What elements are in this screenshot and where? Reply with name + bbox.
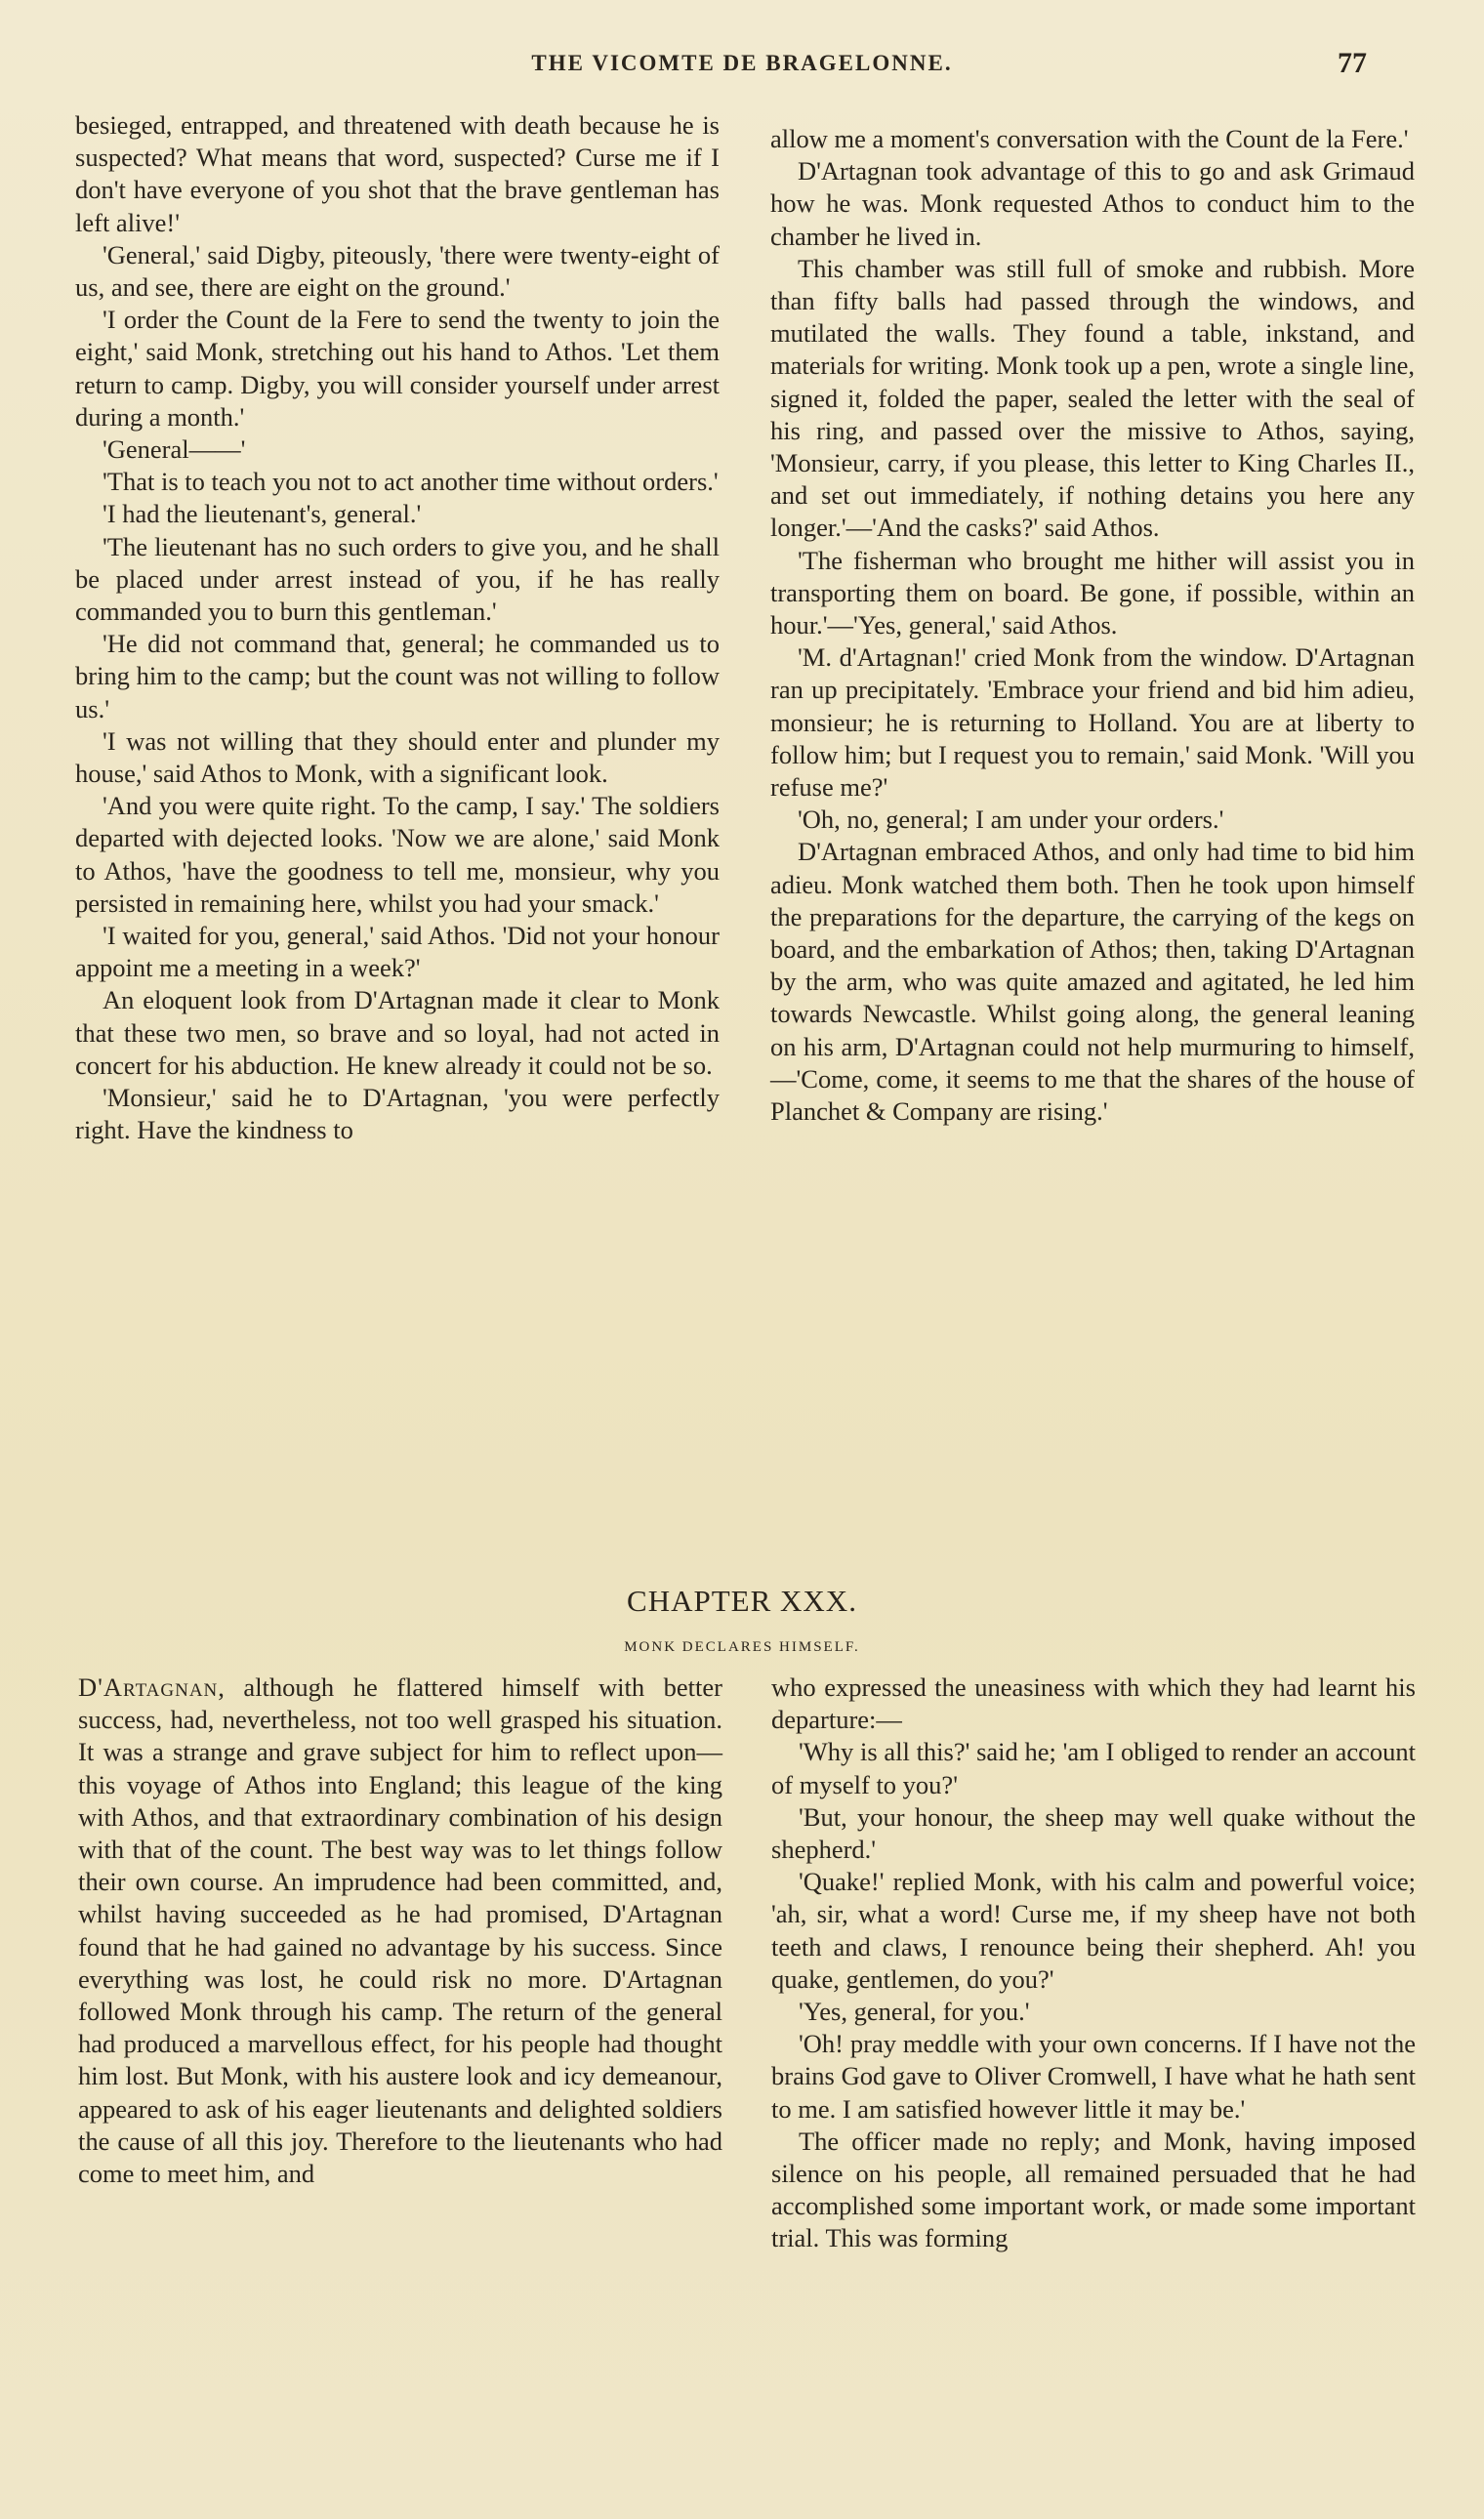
paragraph: 'And you were quite right. To the camp, I say.' The soldiers departed with dejected looks. 'Now we are alone,' said Monk to Athos, 'have the goodness to tell me, monsieur, why you persisted in remaining here, whilst you had your smack.' (75, 791, 720, 918)
paragraph: 'I had the lieutenant's, general.' (103, 499, 422, 529)
paragraph: 'General——' (103, 434, 246, 465)
top-left-column (75, 109, 720, 1147)
paragraph: D'Artagnan embraced Athos, and only had time to bid him adieu. Monk watched them both. Then he took upon himself the preparations for the departure, the carrying of the kegs on board, and the embarkation of Athos; then, taking D'Artagnan by the arm, who was quite amazed and agitated, he led him towards Newcastle. Whilst going along, the general leaning on his arm, D'Artagnan could not help murmuring to himself,—'Come, come, it seems to me that the shares of the house of Planchet & Company are rising.' (770, 837, 1415, 1127)
paragraph: 'The fisherman who brought me hither will assist you in transporting them on board. Be gone, if possible, within an hour.'—'Yes, general,' said Athos. (770, 545, 1415, 640)
bottom-left-column (78, 1672, 722, 2190)
running-title: THE VICOMTE DE BRAGELONNE. (531, 51, 953, 75)
paragraph: 'I order the Count de la Fere to send the twenty to join the eight,' said Monk, stretching out his hand to Athos. 'Let them return to camp. Digby, you will consider yourself under arrest during a month.' (75, 305, 720, 432)
paragraph: allow me a moment's conversation with the Count de la Fere.' (770, 124, 1409, 153)
paragraph: 'Oh, no, general; I am under your orders.' (798, 805, 1224, 835)
paragraph: 'M. d'Artagnan!' cried Monk from the window. D'Artagnan ran up precipitately. 'Embrace your friend and bid him adieu, monsieur; he is returning to Holland. You are at liberty to follow him; but I request you to remain,' said Monk. 'Will you refuse me?' (770, 642, 1415, 803)
chapter-subtitle: MONK DECLARES HIMSELF. (624, 1639, 860, 1655)
top-right-column (770, 123, 1415, 1128)
lead-rest: , although he flattered himself with better success, had, nevertheless, not too well grasped his situation. It was a strange and grave subject for him to reflect upon—this voyage of Athos into England; this league of the king with Athos, and that extraordinary combination of his design with that of the count. The best way was to let things follow their own course. An imprudence had been committed, and, whilst having succeeded as he had promised, D'Artagnan found that he had gained no advantage by his success. Since everything was lost, he could risk no more. D'Artagnan followed Monk through his camp. The return of the general had produced a marvellous effect, for his people had thought him lost. But Monk, with his austere look and icy demeanour, appeared to ask of his eager lieutenants and delighted soldiers the cause of all this joy. Therefore to the lieutenants who had come to meet him, and (78, 1672, 722, 2189)
paragraph: 'I was not willing that they should enter and plunder my house,' said Athos to Monk, with a significant look. (75, 725, 720, 789)
paragraph: 'But, your honour, the sheep may well quake without the shepherd.' (771, 1801, 1416, 1865)
paragraph: D'Artagnan took advantage of this to go and ask Grimaud how he was. Monk requested Athos to conduct him to the chamber he lived in. (770, 156, 1415, 251)
paragraph: who expressed the uneasiness with which they had learnt his departure:— (771, 1672, 1416, 1735)
page-number: 77 (1338, 47, 1367, 79)
running-head (0, 47, 1484, 86)
paragraph: 'Why is all this?' said he; 'am I obliged to render an account of myself to you?' (771, 1737, 1416, 1799)
paragraph: 'That is to teach you not to act another time without orders.' (103, 467, 719, 497)
paragraph: 'The lieutenant has no such orders to give you, and he shall be placed under arrest instead of you, if he has really commanded you to burn this gentleman.' (75, 531, 720, 627)
paragraph: besieged, entrapped, and threatened with death because he is suspected? What means that word, suspected? Curse me if I don't have everyone of you shot that the brave gentleman has left alive!' (75, 110, 720, 237)
paragraph: 'General,' said Digby, piteously, 'there were twenty-eight of us, and see, there are eight on the ground.' (75, 239, 720, 303)
paragraph: 'Quake!' replied Monk, with his calm and powerful voice; 'ah, sir, what a word! Curse me, if my sheep have not both teeth and claws, I renounce being their shepherd. Ah! you quake, gentlemen, do you?' (771, 1867, 1416, 1994)
paragraph: This chamber was still full of smoke and rubbish. More than fifty balls had passed through the windows, and mutilated the walls. They found a table, inkstand, and materials for writing. Monk took up a pen, wrote a single line, signed it, folded the paper, sealed the letter with the seal of his ring, and passed over the missive to Athos, saying, 'Monsieur, carry, if you please, this letter to King Charles II., and set out immediately, if nothing detains you here any longer.'—'And the casks?' said Athos. (770, 253, 1415, 543)
paragraph: 'Yes, general, for you.' (799, 1997, 1030, 2027)
lead-word: D'Artagnan (78, 1672, 219, 1702)
paragraph: 'Monsieur,' said he to D'Artagnan, 'you were perfectly right. Have the kindness to (75, 1083, 720, 1145)
paragraph: 'He did not command that, general; he commanded us to bring him to the camp; but the count was not willing to follow us.' (75, 629, 720, 723)
paragraph: 'Oh! pray meddle with your own concerns. If I have not the brains God gave to Oliver Cromwell, I have what he hath sent to me. I am satisfied however little it may be.' (771, 2029, 1416, 2124)
paragraph: 'I waited for you, general,' said Athos. 'Did not your honour appoint me a meeting in a week?' (75, 921, 720, 983)
chapter-heading: CHAPTER XXX. (627, 1584, 857, 1618)
paragraph: The officer made no reply; and Monk, having imposed silence on his people, all remained persuaded that he had accomplished some important work, or made some important trial. This was forming (771, 2126, 1416, 2253)
opening-paragraph (78, 1672, 722, 2190)
paragraph: An eloquent look from D'Artagnan made it clear to Monk that these two men, so brave and so loyal, had not acted in concert for his abduction. He knew already it could not be so. (75, 985, 720, 1080)
bottom-right-column (771, 1672, 1416, 2255)
